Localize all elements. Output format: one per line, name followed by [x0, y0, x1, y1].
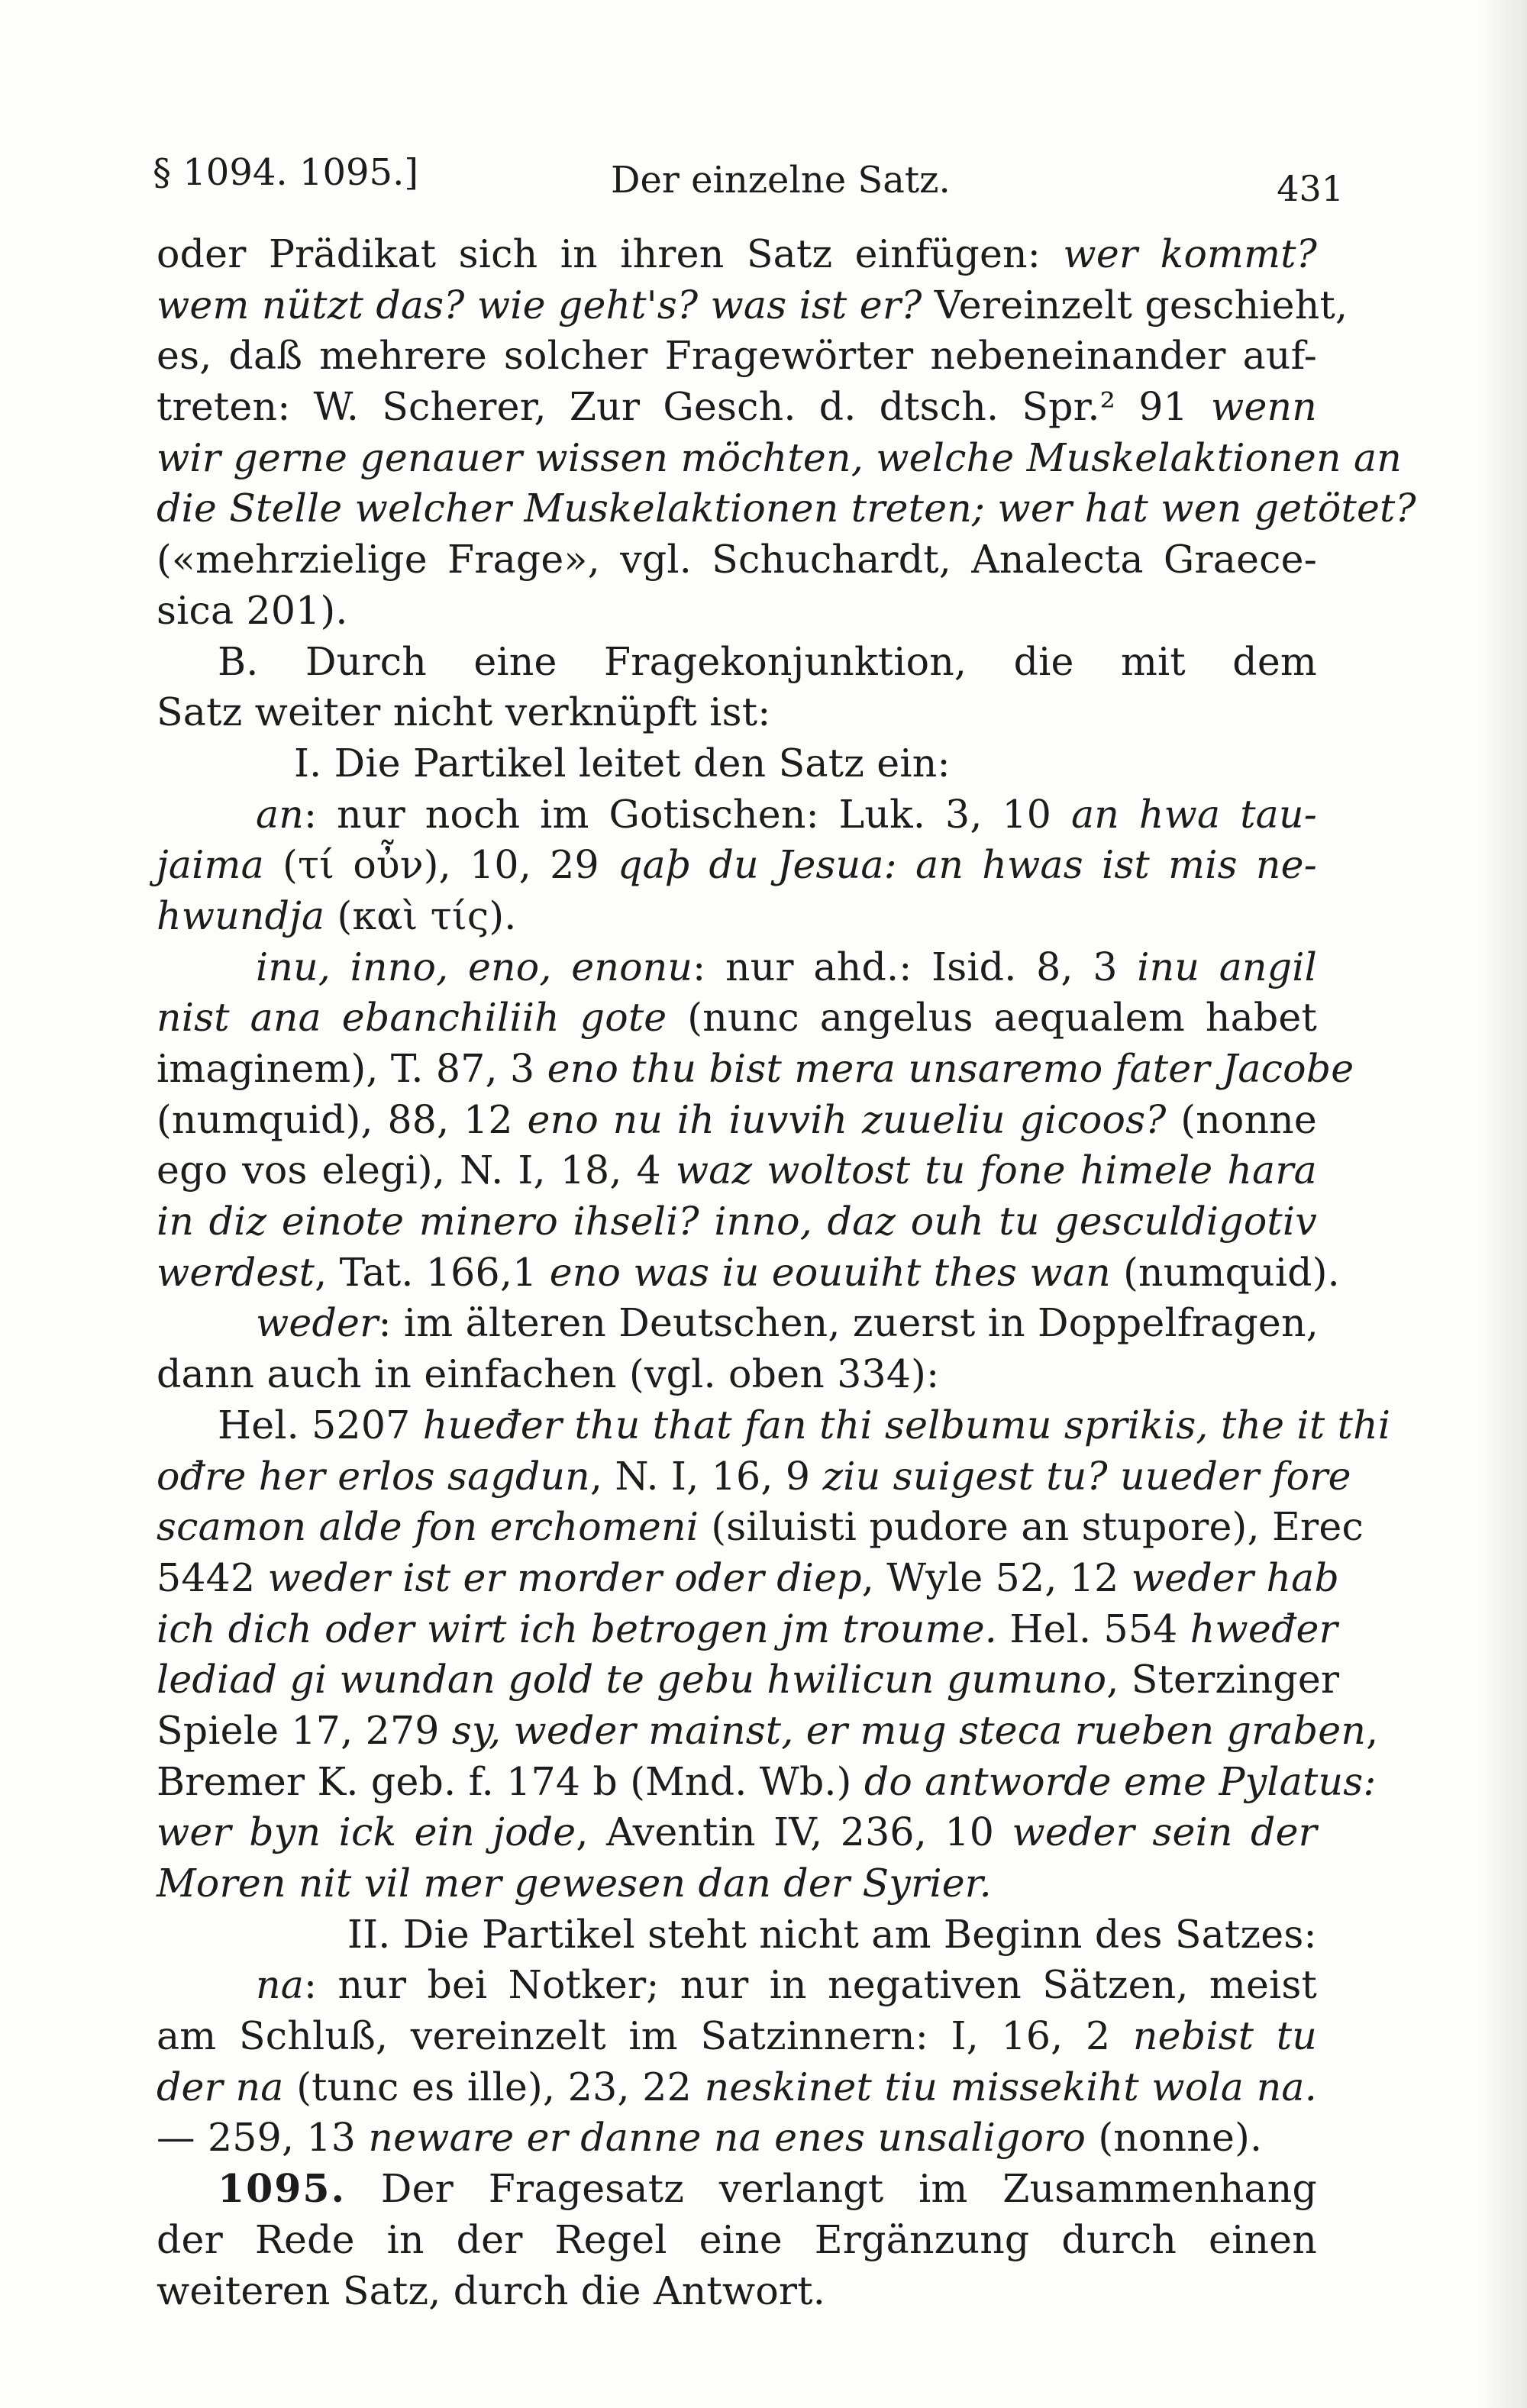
text-segment: (τί οὖν), 10, 29 — [263, 842, 618, 888]
text-line — [157, 1654, 1340, 1706]
text-line — [157, 2164, 1317, 2215]
text-line — [157, 1706, 1379, 1757]
italic-text: wer kommt? — [1063, 231, 1317, 276]
text-line — [157, 1757, 1377, 1808]
text-segment: , N. I, 16, 9 — [589, 1453, 823, 1499]
text-segment: : nur bei Notker; nur in negativen Sätzen, meist — [304, 1962, 1317, 2008]
text-line — [157, 840, 1317, 891]
running-header — [153, 145, 1344, 214]
italic-text: Moren nit vil mer gewesen dan der Syrier. — [157, 1861, 992, 1906]
italic-text: inu angil — [1137, 944, 1317, 989]
text-line — [157, 280, 1348, 331]
italic-text: neskinet tiu missekiht wola na. — [704, 2064, 1317, 2109]
text-line — [157, 2266, 1317, 2317]
text-segment: oder Prädikat sich in ihren Satz einfügen: — [157, 231, 1064, 276]
italic-text: an — [256, 791, 305, 837]
italic-text: wem nützt das? wie geht's? was ist er? — [157, 282, 922, 328]
text-segment: : nur noch im Gotischen: Luk. 3, 10 — [304, 791, 1071, 837]
text-segment: , Aventin IV, 236, 10 — [576, 1809, 1012, 1855]
text-segment: , Wyle 52, 12 — [861, 1554, 1132, 1600]
italic-text: hueđer thu that fan thi selbumu sprikis, the it thi — [422, 1402, 1391, 1448]
italic-text: hwundja — [157, 893, 325, 938]
text-segment: : nur ahd.: Isid. 8, 3 — [692, 944, 1138, 989]
italic-text: na — [256, 1962, 305, 2008]
text-segment: dann auch in einfachen (vgl. oben 334): — [157, 1351, 940, 1397]
text-line — [157, 229, 1317, 280]
italic-text: sy, weder mainst, er mug steca rueben graben — [451, 1707, 1367, 1753]
italic-text: qaþ du Jesua: an hwas ist mis ne- — [618, 842, 1317, 888]
text-line — [157, 1145, 1317, 1196]
text-line — [157, 1196, 1317, 1248]
text-segment: : im älteren Deutschen, zuerst in Doppelfragen, — [378, 1300, 1319, 1346]
text-line — [157, 789, 1317, 841]
text-line — [157, 891, 1317, 942]
italic-text: do antworde eme Pylatus: — [864, 1758, 1377, 1804]
text-line — [157, 1858, 1317, 1909]
text-segment: Hel. 5207 — [218, 1402, 423, 1448]
italic-text: hweđer — [1190, 1606, 1338, 1651]
text-segment: sica 201). — [157, 587, 348, 633]
text-line — [157, 331, 1317, 382]
text-segment: I. Die Partikel leitet den Satz ein: — [294, 740, 951, 786]
text-line — [157, 993, 1317, 1044]
text-line — [157, 1298, 1317, 1349]
text-line — [157, 1909, 1317, 1961]
text-line — [157, 433, 1402, 484]
text-line — [157, 1807, 1317, 1858]
text-line — [157, 2011, 1317, 2062]
text-line — [157, 586, 1317, 637]
text-line — [157, 2113, 1317, 2164]
text-line — [157, 483, 1416, 534]
text-segment: — 259, 13 — [157, 2115, 369, 2161]
text-segment: am Schluß, vereinzelt im Satzinnern: I, 16, 2 — [157, 2013, 1133, 2059]
text-segment: weiteren Satz, durch die Antwort. — [157, 2268, 826, 2313]
italic-text: ođre her erlos sagdun — [157, 1453, 590, 1499]
italic-text: lediad gi wundan gold te gebu hwilicun gumuno — [157, 1657, 1107, 1703]
text-segment: B. Durch eine Fragekonjunktion, die mit dem — [218, 638, 1317, 684]
text-line — [157, 1502, 1364, 1553]
italic-text: wer byn ick ein jode — [157, 1809, 576, 1855]
text-segment: Bremer K. geb. f. 174 b (Mnd. Wb.) — [157, 1758, 864, 1804]
text-line — [157, 942, 1317, 993]
text-segment: II. Die Partikel steht nicht am Beginn des Satzes: — [347, 1911, 1317, 1957]
text-segment: es, daß mehrere solcher Fragewörter nebeneinander auf- — [157, 333, 1317, 379]
text-line — [157, 1095, 1317, 1146]
italic-text: ziu suigest tu? uueder fore — [822, 1453, 1351, 1499]
text-segment: treten: W. Scherer, Zur Gesch. d. dtsch. Spr.² 91 — [157, 384, 1212, 430]
text-segment: (nonne). — [1086, 2115, 1263, 2161]
text-line — [157, 2062, 1317, 2113]
text-segment: Hel. 554 — [997, 1606, 1190, 1651]
body-text — [157, 229, 1416, 2316]
italic-text: waz woltost tu fone himele hara — [675, 1148, 1317, 1193]
italic-text: weder hab — [1131, 1554, 1340, 1600]
italic-text: der na — [157, 2064, 284, 2109]
text-line — [157, 687, 1317, 738]
text-segment: der Rede in der Regel eine Ergänzung durch einen — [157, 2216, 1317, 2262]
text-line — [157, 1349, 1317, 1400]
italic-text: die Stelle welcher Muskelaktionen treten; wer hat wen getötet? — [157, 486, 1416, 531]
text-line — [157, 738, 1317, 789]
text-line — [157, 1451, 1351, 1503]
italic-text: nebist tu — [1132, 2013, 1317, 2059]
text-segment: (nonne — [1166, 1096, 1317, 1142]
text-segment: Vereinzelt geschieht, — [922, 282, 1348, 328]
text-line — [157, 637, 1317, 688]
running-title: Der einzelne Satz. — [611, 159, 951, 202]
italic-text: ich dich oder wirt ich betrogen jm troume. — [157, 1606, 998, 1651]
text-segment: , Sterzinger — [1106, 1657, 1340, 1703]
paragraph-number: 1095. — [218, 2166, 347, 2212]
text-line — [157, 382, 1317, 433]
section-reference: § 1094. 1095.] — [153, 151, 419, 194]
text-segment: imaginem), T. 87, 3 — [157, 1046, 547, 1091]
text-segment: (numquid), 88, 12 — [157, 1096, 528, 1142]
italic-text: wir gerne genauer wissen möchten, welche Muskelaktionen an — [157, 434, 1402, 480]
text-line — [157, 1553, 1340, 1604]
text-segment: , Tat. 166,1 — [315, 1249, 550, 1295]
italic-text: weder sein der — [1012, 1809, 1318, 1855]
page-number: 431 — [1277, 168, 1344, 209]
text-segment: , — [1366, 1707, 1379, 1753]
italic-text: neware er danne na enes unsaligoro — [368, 2115, 1086, 2161]
text-segment: 5442 — [157, 1554, 268, 1600]
italic-text: werdest — [157, 1249, 315, 1295]
italic-text: nist ana ebanchiliih gote — [157, 995, 667, 1041]
italic-text: eno nu ih iuvvih zuueliu gicoos? — [527, 1096, 1167, 1142]
text-line — [157, 1044, 1354, 1095]
text-line — [157, 2215, 1317, 2266]
text-segment: (nunc angelus aequalem habet — [667, 995, 1317, 1041]
italic-text: scamon alde fon erchomeni — [157, 1504, 699, 1550]
text-line — [157, 1960, 1317, 2011]
italic-text: in diz einote minero ihseli? inno, daz ouh tu gesculdigotiv — [157, 1199, 1317, 1244]
italic-text: eno was iu eouuiht thes wan — [549, 1249, 1111, 1295]
text-segment: Der Fragesatz verlangt im Zusammenhang — [346, 2166, 1317, 2212]
italic-text: jaima — [157, 842, 264, 888]
italic-text: eno thu bist mera unsaremo fater Jacobe — [547, 1046, 1354, 1091]
text-segment: (καὶ τίς). — [324, 893, 517, 938]
text-segment: ego vos elegi), N. I, 18, 4 — [157, 1148, 676, 1193]
text-segment: (numquid). — [1110, 1249, 1340, 1295]
italic-text: an hwa tau- — [1070, 791, 1317, 837]
text-segment: Satz weiter nicht verknüpft ist: — [157, 689, 771, 735]
page-edge-shadow — [1478, 0, 1527, 2408]
text-segment: Spiele 17, 279 — [157, 1707, 452, 1753]
italic-text: inu, inno, eno, enonu — [256, 944, 693, 989]
italic-text: weder ist er morder oder diep — [267, 1554, 862, 1600]
text-segment: («mehrzielige Frage», vgl. Schuchardt, Analecta Graece- — [157, 537, 1317, 583]
italic-text: wenn — [1211, 384, 1317, 430]
text-segment: (siluisti pudore an stupore), Erec — [699, 1504, 1364, 1550]
text-line — [157, 1604, 1338, 1655]
text-line — [157, 1400, 1391, 1451]
text-line — [157, 534, 1317, 586]
italic-text: weder — [256, 1300, 379, 1346]
text-segment: (tunc es ille), 23, 22 — [283, 2064, 705, 2109]
text-line — [157, 1248, 1340, 1299]
